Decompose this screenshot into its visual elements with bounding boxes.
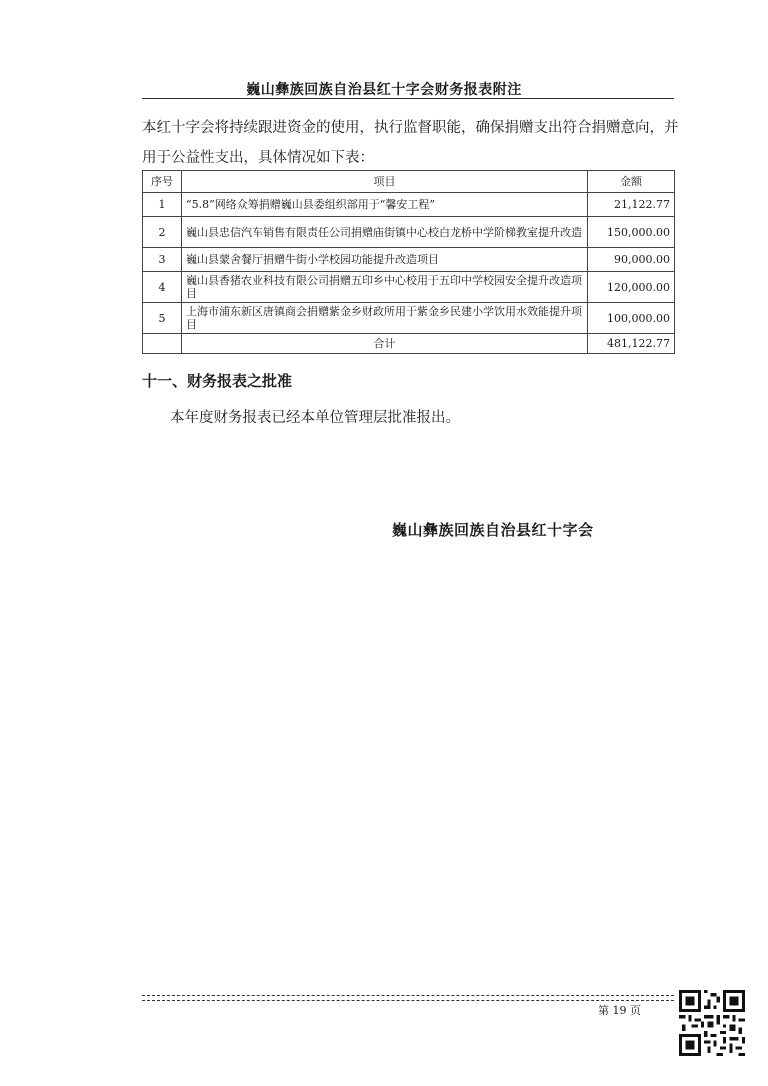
header-amount: 金额 — [588, 171, 675, 193]
row-no: 2 — [143, 217, 182, 248]
total-amount: 481,122.77 — [588, 334, 675, 354]
row-item: “5.8”网络众筹捐赠巍山县委组织部用于“馨安工程” — [182, 193, 588, 217]
table-row — [143, 248, 675, 272]
table-row — [143, 303, 675, 334]
row-item: 上海市浦东新区唐镇商会捐赠紫金乡财政所用于紫金乡民建小学饮用水效能提升项目 — [182, 303, 588, 334]
row-amount: 150,000.00 — [588, 217, 675, 248]
header-no: 序号 — [143, 171, 182, 193]
row-item: 巍山县忠信汽车销售有限责任公司捐赠庙街镇中心校白龙桥中学阶梯教室提升改造 — [182, 217, 588, 248]
row-amount: 120,000.00 — [588, 272, 675, 303]
table-row — [143, 217, 675, 248]
header-item: 项目 — [182, 171, 588, 193]
approval-text: 本年度财务报表已经本单位管理层批准报出。 — [170, 410, 460, 426]
intro-paragraph: 本红十字会将持续跟进资金的使用，执行监督职能，确保捐赠支出符合捐赠意向，并用于公益性支出，具体情况如下表： — [142, 120, 679, 166]
table-row — [143, 272, 675, 303]
qr-code-icon — [679, 990, 745, 1056]
header-divider — [142, 98, 674, 99]
footer-divider — [142, 995, 674, 1001]
page-header-title: 巍山彝族回族自治县红十字会财务报表附注 — [246, 82, 522, 98]
row-item: 巍山县香猪农业科技有限公司捐赠五印乡中心校用于五印中学校园安全提升改造项目 — [182, 272, 588, 303]
total-label: 合计 — [182, 334, 588, 354]
row-item: 巍山县蒙舍餐厅捐赠牛街小学校园功能提升改造项目 — [182, 248, 588, 272]
row-no: 4 — [143, 272, 182, 303]
total-no-cell — [143, 334, 182, 354]
signature-org-name: 巍山彝族回族自治县红十字会 — [392, 521, 594, 539]
row-no: 3 — [143, 248, 182, 272]
donation-table — [142, 170, 675, 354]
table-header-row — [143, 171, 675, 193]
row-amount: 100,000.00 — [588, 303, 675, 334]
row-amount: 90,000.00 — [588, 248, 675, 272]
page-number: 第 19 页 — [598, 1004, 641, 1017]
row-no: 1 — [143, 193, 182, 217]
table-row — [143, 193, 675, 217]
row-amount: 21,122.77 — [588, 193, 675, 217]
section-heading: 十一、财务报表之批准 — [142, 372, 293, 390]
row-no: 5 — [143, 303, 182, 334]
table-total-row — [143, 334, 675, 354]
